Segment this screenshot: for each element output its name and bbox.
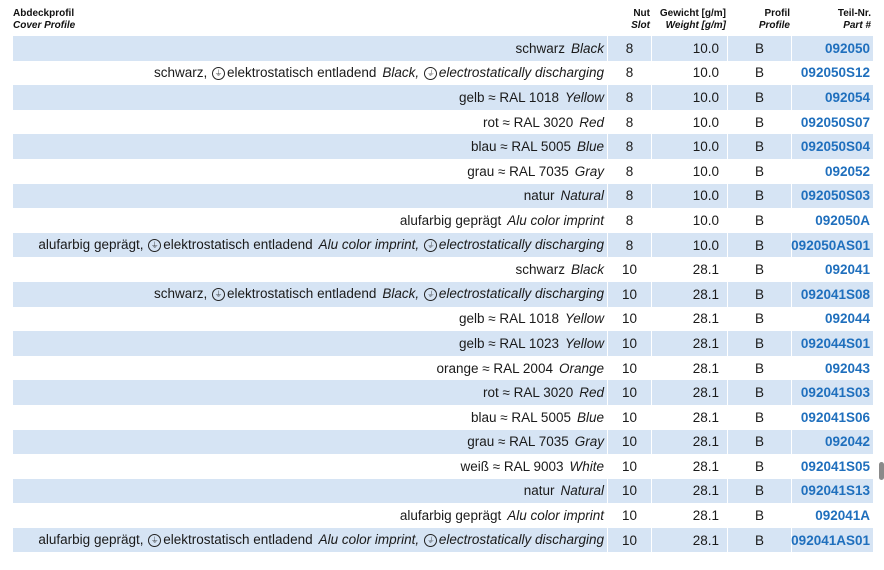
description-de: gelb ≈ RAL 1023 bbox=[458, 335, 559, 351]
cell-part-number[interactable]: 092044 bbox=[824, 311, 870, 327]
cell-description bbox=[13, 430, 608, 455]
cell-weight: 28.1 bbox=[652, 356, 728, 381]
cell-slot: 8 bbox=[608, 208, 652, 233]
description-en: Black bbox=[570, 262, 604, 278]
cell-profile: B bbox=[728, 356, 792, 381]
cell-slot: 10 bbox=[608, 380, 652, 405]
description-de: blau ≈ RAL 5005 bbox=[470, 139, 571, 155]
description-en: Orange bbox=[558, 360, 604, 376]
description-de: alufarbig geprägt, ⏚ elektrostatisch entladend bbox=[38, 237, 313, 253]
cell-part-number[interactable]: 092041S13 bbox=[800, 483, 870, 499]
header-cover-profile-en: Cover Profile bbox=[13, 20, 76, 31]
header-profile-en: Profile bbox=[758, 20, 790, 31]
cell-slot: 8 bbox=[608, 233, 652, 258]
cell-profile: B bbox=[728, 110, 792, 135]
description-de: grau ≈ RAL 7035 bbox=[467, 434, 569, 450]
cell-part-number[interactable]: 092052 bbox=[824, 163, 870, 179]
cell-slot: 10 bbox=[608, 257, 652, 282]
cell-part-number[interactable]: 092041S03 bbox=[800, 385, 870, 401]
cell-slot: 10 bbox=[608, 454, 652, 479]
description-en: Yellow bbox=[564, 89, 604, 105]
description-de: natur bbox=[523, 483, 555, 499]
description-en: Black, ⏚ electrostatically discharging bbox=[382, 286, 604, 302]
table-row bbox=[13, 503, 873, 528]
cell-description bbox=[13, 61, 608, 86]
esd-icon: ⏚ bbox=[424, 288, 437, 301]
cell-weight: 28.1 bbox=[652, 307, 728, 332]
cell-part-number[interactable]: 092054 bbox=[824, 89, 870, 105]
cell-part-number[interactable]: 092050S07 bbox=[800, 114, 870, 130]
cell-slot: 8 bbox=[608, 110, 652, 135]
cell-profile: B bbox=[728, 36, 792, 61]
table-header bbox=[13, 8, 873, 36]
cell-description bbox=[13, 503, 608, 528]
cell-description bbox=[13, 36, 608, 61]
cell-slot: 10 bbox=[608, 503, 652, 528]
cell-profile: B bbox=[728, 528, 792, 553]
header-part-number bbox=[792, 8, 873, 36]
cell-description bbox=[13, 380, 608, 405]
cell-slot: 8 bbox=[608, 85, 652, 110]
cell-profile: B bbox=[728, 331, 792, 356]
cell-description bbox=[13, 479, 608, 504]
cell-profile: B bbox=[728, 307, 792, 332]
cell-slot: 10 bbox=[608, 307, 652, 332]
cell-description bbox=[13, 208, 608, 233]
description-en: Natural bbox=[560, 188, 604, 204]
cell-slot: 8 bbox=[608, 36, 652, 61]
cell-slot: 8 bbox=[608, 134, 652, 159]
cell-description bbox=[13, 307, 608, 332]
description-en: Alu color imprint, ⏚ electrostatically discharging bbox=[318, 237, 604, 253]
description-en: White bbox=[569, 458, 604, 474]
cell-slot: 10 bbox=[608, 528, 652, 553]
cell-weight: 28.1 bbox=[652, 282, 728, 307]
table-row bbox=[13, 331, 873, 356]
cell-slot: 10 bbox=[608, 430, 652, 455]
description-en: Yellow bbox=[564, 311, 604, 327]
cell-description bbox=[13, 282, 608, 307]
cell-profile: B bbox=[728, 430, 792, 455]
description-en: Blue bbox=[576, 409, 604, 425]
table-row bbox=[13, 380, 873, 405]
cell-weight: 10.0 bbox=[652, 134, 728, 159]
cell-description bbox=[13, 528, 608, 553]
table-row bbox=[13, 405, 873, 430]
cell-weight: 28.1 bbox=[652, 331, 728, 356]
description-en: Alu color imprint, ⏚ electrostatically discharging bbox=[318, 532, 604, 548]
description-en: Natural bbox=[560, 483, 604, 499]
description-de: rot ≈ RAL 3020 bbox=[483, 114, 574, 130]
cell-slot: 10 bbox=[608, 356, 652, 381]
cell-part-number[interactable]: 092041 bbox=[824, 262, 870, 278]
description-en: Red bbox=[579, 385, 604, 401]
cell-profile: B bbox=[728, 380, 792, 405]
description-de: schwarz bbox=[515, 40, 565, 56]
cell-part-number[interactable]: 092041AS01 bbox=[791, 532, 870, 548]
cell-profile: B bbox=[728, 405, 792, 430]
description-de: schwarz, ⏚ elektrostatisch entladend bbox=[154, 64, 377, 80]
cell-description bbox=[13, 134, 608, 159]
header-cover-profile bbox=[13, 8, 608, 36]
description-de: grau ≈ RAL 7035 bbox=[467, 163, 569, 179]
description-en: Black bbox=[570, 40, 604, 56]
cell-description bbox=[13, 454, 608, 479]
table-row bbox=[13, 184, 873, 209]
cell-profile: B bbox=[728, 159, 792, 184]
esd-icon: ⏚ bbox=[424, 67, 437, 80]
cell-slot: 10 bbox=[608, 282, 652, 307]
description-de: alufarbig geprägt, ⏚ elektrostatisch entladend bbox=[38, 532, 313, 548]
cell-weight: 28.1 bbox=[652, 430, 728, 455]
description-de: rot ≈ RAL 3020 bbox=[483, 385, 574, 401]
cell-description bbox=[13, 233, 608, 258]
cell-weight: 10.0 bbox=[652, 159, 728, 184]
esd-icon: ⏚ bbox=[148, 239, 161, 252]
table-row bbox=[13, 528, 873, 553]
description-en: Gray bbox=[574, 434, 604, 450]
cell-slot: 10 bbox=[608, 405, 652, 430]
cell-description bbox=[13, 184, 608, 209]
cell-description bbox=[13, 257, 608, 282]
cell-part-number[interactable]: 092050S03 bbox=[800, 188, 870, 204]
table-row bbox=[13, 454, 873, 479]
description-de: gelb ≈ RAL 1018 bbox=[458, 89, 559, 105]
cell-weight: 10.0 bbox=[652, 36, 728, 61]
description-en: Black, ⏚ electrostatically discharging bbox=[382, 64, 604, 80]
description-en: Gray bbox=[574, 163, 604, 179]
table-row bbox=[13, 356, 873, 381]
table-row bbox=[13, 307, 873, 332]
cell-part-number[interactable]: 092041S08 bbox=[800, 286, 870, 302]
cell-description bbox=[13, 331, 608, 356]
description-de: blau ≈ RAL 5005 bbox=[470, 409, 571, 425]
cell-part-number[interactable]: 092042 bbox=[824, 434, 870, 450]
cell-profile: B bbox=[728, 503, 792, 528]
cell-part-number[interactable]: 092050 bbox=[824, 40, 870, 56]
cell-part-number[interactable]: 092050S12 bbox=[800, 65, 870, 81]
cell-weight: 10.0 bbox=[652, 233, 728, 258]
table-row bbox=[13, 159, 873, 184]
description-en: Alu color imprint bbox=[507, 212, 604, 228]
header-part-number-en: Part # bbox=[843, 20, 871, 31]
description-en: Alu color imprint bbox=[507, 508, 604, 524]
cell-weight: 10.0 bbox=[652, 208, 728, 233]
cell-weight: 10.0 bbox=[652, 184, 728, 209]
cell-slot: 8 bbox=[608, 159, 652, 184]
description-de: natur bbox=[523, 188, 555, 204]
table-row bbox=[13, 110, 873, 135]
cell-part-number[interactable]: 092041A bbox=[815, 508, 870, 524]
cell-weight: 28.1 bbox=[652, 380, 728, 405]
table-row bbox=[13, 61, 873, 86]
cell-profile: B bbox=[728, 184, 792, 209]
cell-profile: B bbox=[728, 454, 792, 479]
header-weight-en: Weight [g/m] bbox=[665, 20, 726, 31]
table-row bbox=[13, 233, 873, 258]
cell-profile: B bbox=[728, 85, 792, 110]
cell-slot: 8 bbox=[608, 184, 652, 209]
cell-weight: 28.1 bbox=[652, 405, 728, 430]
cell-part-number[interactable]: 092050A bbox=[815, 212, 870, 228]
cell-profile: B bbox=[728, 479, 792, 504]
header-slot-en: Slot bbox=[631, 20, 650, 31]
description-en: Red bbox=[579, 114, 604, 130]
cell-weight: 28.1 bbox=[652, 528, 728, 553]
table-row bbox=[13, 430, 873, 455]
header-slot-de: Nut bbox=[633, 8, 650, 19]
cell-part-number[interactable]: 092041S05 bbox=[800, 458, 870, 474]
description-de: gelb ≈ RAL 1018 bbox=[458, 311, 559, 327]
cell-weight: 28.1 bbox=[652, 454, 728, 479]
cell-weight: 10.0 bbox=[652, 85, 728, 110]
description-de: alufarbig geprägt bbox=[399, 212, 502, 228]
description-de: orange ≈ RAL 2004 bbox=[436, 360, 553, 376]
table-row bbox=[13, 36, 873, 61]
table-row bbox=[13, 282, 873, 307]
cell-description bbox=[13, 159, 608, 184]
esd-icon: ⏚ bbox=[148, 534, 161, 547]
cell-slot: 10 bbox=[608, 479, 652, 504]
scrollbar-thumb[interactable] bbox=[879, 462, 884, 480]
header-profile-de: Profil bbox=[764, 8, 790, 19]
cover-profile-table bbox=[13, 8, 873, 552]
table-row bbox=[13, 85, 873, 110]
description-de: alufarbig geprägt bbox=[399, 508, 502, 524]
cell-weight: 28.1 bbox=[652, 479, 728, 504]
header-slot bbox=[608, 8, 652, 36]
cell-weight: 10.0 bbox=[652, 61, 728, 86]
cell-part-number[interactable]: 092050S04 bbox=[800, 139, 870, 155]
cell-part-number[interactable]: 092041S06 bbox=[800, 409, 870, 425]
description-en: Blue bbox=[576, 139, 604, 155]
table-row bbox=[13, 479, 873, 504]
table-row bbox=[13, 257, 873, 282]
cell-profile: B bbox=[728, 208, 792, 233]
description-de: schwarz bbox=[515, 262, 565, 278]
header-weight-de: Gewicht [g/m] bbox=[659, 8, 726, 19]
cell-description bbox=[13, 85, 608, 110]
cell-profile: B bbox=[728, 134, 792, 159]
cell-weight: 28.1 bbox=[652, 257, 728, 282]
header-cover-profile-de: Abdeckprofil bbox=[13, 8, 75, 19]
cell-weight: 28.1 bbox=[652, 503, 728, 528]
cell-description bbox=[13, 405, 608, 430]
table-body bbox=[13, 36, 873, 552]
cell-weight: 10.0 bbox=[652, 110, 728, 135]
cell-part-number[interactable]: 092050AS01 bbox=[791, 237, 870, 253]
cell-slot: 8 bbox=[608, 61, 652, 86]
description-de: weiß ≈ RAL 9003 bbox=[460, 458, 564, 474]
cell-profile: B bbox=[728, 233, 792, 258]
header-profile bbox=[728, 8, 792, 36]
cell-description bbox=[13, 110, 608, 135]
esd-icon: ⏚ bbox=[424, 239, 437, 252]
cell-part-number[interactable]: 092044S01 bbox=[800, 335, 870, 351]
cell-description bbox=[13, 356, 608, 381]
table-row bbox=[13, 208, 873, 233]
esd-icon: ⏚ bbox=[212, 288, 225, 301]
description-en: Yellow bbox=[564, 335, 604, 351]
header-part-number-de: Teil-Nr. bbox=[837, 8, 871, 19]
cell-profile: B bbox=[728, 257, 792, 282]
esd-icon: ⏚ bbox=[424, 534, 437, 547]
cell-profile: B bbox=[728, 61, 792, 86]
description-de: schwarz, ⏚ elektrostatisch entladend bbox=[154, 286, 377, 302]
header-weight bbox=[652, 8, 728, 36]
cell-profile: B bbox=[728, 282, 792, 307]
cell-part-number[interactable]: 092043 bbox=[824, 360, 870, 376]
esd-icon: ⏚ bbox=[212, 67, 225, 80]
cell-slot: 10 bbox=[608, 331, 652, 356]
table-row bbox=[13, 134, 873, 159]
